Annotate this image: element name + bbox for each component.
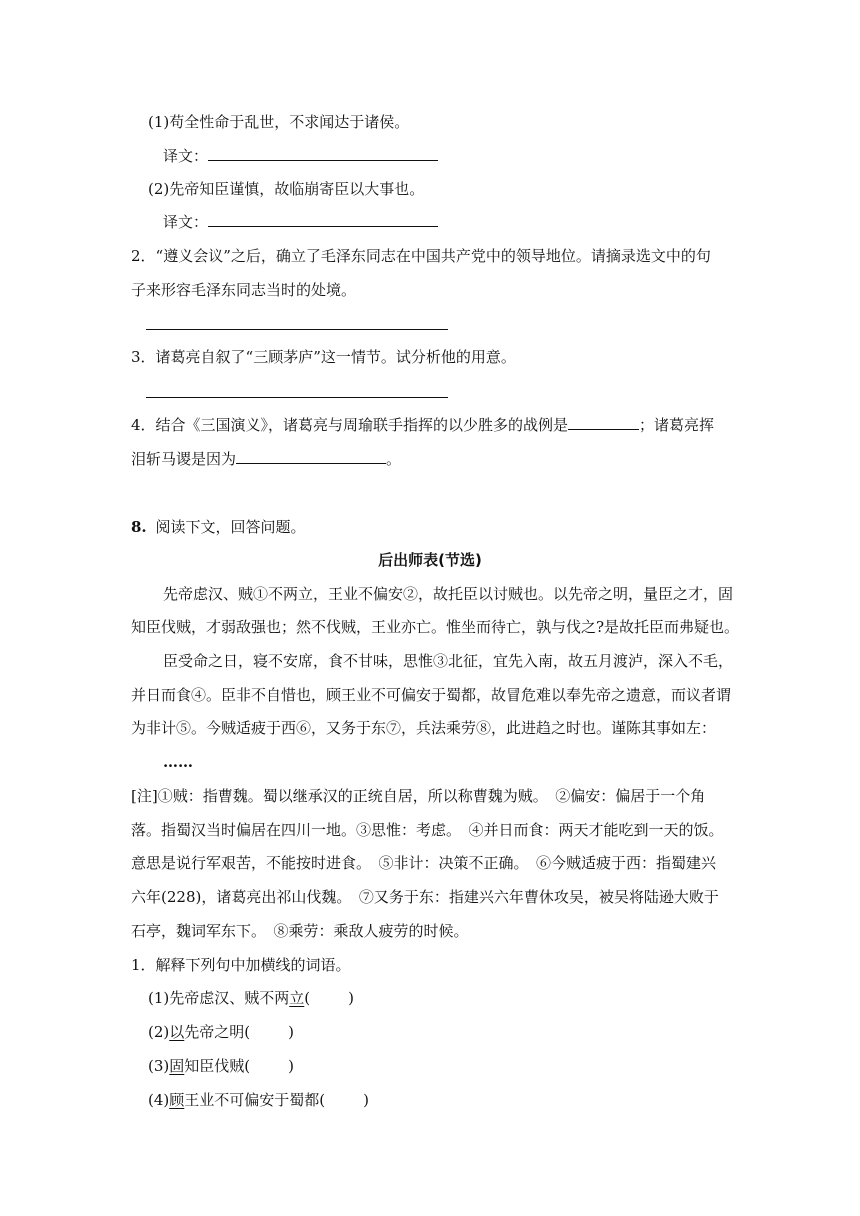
paragraph-1-line-1: 先帝虑汉、贼①不两立，王业不偏安②，故托臣以讨贼也。以先帝之明，量臣之才，固 <box>163 585 734 603</box>
note-line-3: 意思是说行军艰苦，不能按时进食。 ⑤非计：决策不正确。 ⑥今贼适疲于西：指蜀建兴 <box>131 854 717 872</box>
item-text: (3) <box>148 1057 170 1075</box>
paren-close: ) <box>288 1023 294 1041</box>
section-intro: 阅读下文，回答问题。 <box>155 518 306 536</box>
paragraph-2-line-1: 臣受命之日，寝不安席，食不甘味，思惟③北征，宜先入南，故五月渡泸，深入不毛， <box>163 652 734 670</box>
vocab-item-1 <box>148 988 354 1008</box>
question-4-text: 4．结合《三国演义》，诸葛亮与周瑜联手指挥的以少胜多的战例是 <box>131 416 569 434</box>
answer-blank[interactable] <box>208 146 438 161</box>
answer-blank[interactable] <box>236 449 386 464</box>
question-4-text: ；诸葛亮挥 <box>639 416 715 434</box>
paragraph-2-line-3: 为非计⑤。今贼适疲于西⑥，又务于东⑦，兵法乘劳⑧，此进趋之时也。谨陈其事如左： <box>131 719 717 737</box>
note-line-2: 落。指蜀汉当时偏居在四川一地。③思惟：考虑。 ④并日而食：两天才能吃到一天的饭。 <box>131 821 724 839</box>
underlined-word: 顾 <box>169 1091 185 1109</box>
item-text: (4) <box>148 1091 170 1109</box>
item-text: (1)先帝虑汉、贼不两 <box>148 989 290 1007</box>
vocab-item-4 <box>148 1090 369 1110</box>
translation-label: 译文： <box>163 147 209 165</box>
section-number: 8. <box>131 518 147 536</box>
note-line-1: [注]①贼：指曹魏。蜀以继承汉的正统自居，所以称曹魏为贼。 ②偏安：偏居于一个角 <box>131 787 706 805</box>
ellipsis: …… <box>163 753 193 771</box>
question-1-2: (2)先帝知臣谨慎，故临崩寄臣以大事也。 <box>148 180 425 198</box>
passage-title: 后出师表(节选) <box>378 551 482 569</box>
item-text: 知臣伐贼 <box>184 1057 245 1075</box>
underlined-word: 立 <box>289 989 305 1007</box>
paragraph-2-line-2: 并日而食④。臣非不自惜也，顾王业不可偏安于蜀都，故冒危难以奉先帝之遗意，而议者谓 <box>131 686 732 704</box>
note-line-5: 石亭，魏词军东下。 ⑧乘劳：乘敌人疲劳的时候。 <box>131 922 469 940</box>
underlined-word: 固 <box>169 1057 185 1075</box>
question-4-line-2 <box>131 449 401 469</box>
answer-blank[interactable] <box>568 415 639 430</box>
question-4-text: 。 <box>386 450 402 468</box>
answer-line-q3[interactable] <box>146 397 448 398</box>
vocab-item-2 <box>148 1022 294 1042</box>
answer-blank[interactable] <box>208 212 438 227</box>
underlined-word: 以 <box>169 1023 185 1041</box>
translation-line-1 <box>163 146 438 166</box>
item-text: (2) <box>148 1023 170 1041</box>
paren-open: ( <box>319 1091 326 1109</box>
question-1-1: (1)苟全性命于乱世，不求闻达于诸侯。 <box>148 113 410 131</box>
paren-close: ) <box>348 989 354 1007</box>
question-4-text: 泪斩马谡是因为 <box>131 450 237 468</box>
vocab-item-3 <box>148 1056 294 1076</box>
paragraph-1-line-2: 知臣伐贼，才弱敌强也；然不伐贼，王业亦亡。惟坐而待亡，孰与伐之?是故托臣而弗疑也。 <box>131 618 740 636</box>
translation-line-2 <box>163 212 438 232</box>
question-1-stem: 1．解释下列句中加横线的词语。 <box>131 956 351 974</box>
paren-open: ( <box>304 989 311 1007</box>
section-8-heading <box>131 517 305 537</box>
translation-label: 译文： <box>163 213 209 231</box>
paren-open: ( <box>244 1057 251 1075</box>
paren-close: ) <box>288 1057 294 1075</box>
item-text: 王业不可偏安于蜀都 <box>184 1091 320 1109</box>
question-4-line-1 <box>131 415 714 435</box>
paren-open: ( <box>244 1023 251 1041</box>
question-2-line-2: 子来形容毛泽东同志当时的处境。 <box>131 281 357 299</box>
item-text: 先帝之明 <box>184 1023 245 1041</box>
answer-line-q2[interactable] <box>146 329 448 330</box>
question-3: 3．诸葛亮自叙了“三顾茅庐”这一情节。试分析他的用意。 <box>131 348 516 366</box>
question-2-line-1: 2．“遵义会议”之后，确立了毛泽东同志在中国共产党中的领导地位。请摘录选文中的句 <box>131 247 711 265</box>
paren-close: ) <box>363 1091 369 1109</box>
note-line-4: 六年(228)，诸葛亮出祁山伐魏。 ⑦又务于东：指建兴六年曹休攻吴，被吴将陆逊大败于 <box>131 888 719 906</box>
